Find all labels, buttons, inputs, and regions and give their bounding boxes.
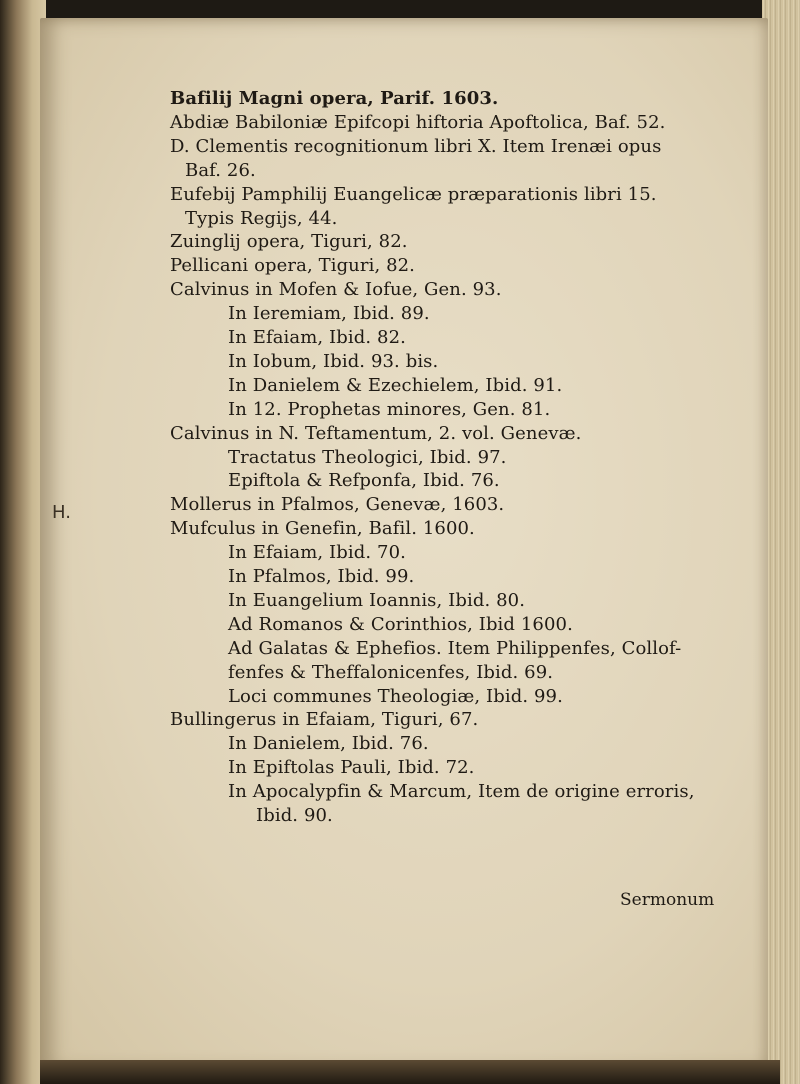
catalogue-entry: Loci communes Theologiæ, Ibid. 99. — [228, 686, 563, 707]
catalogue-entry: In Epiftolas Pauli, Ibid. 72. — [228, 757, 475, 778]
catalogue-entry: In Apocalypfin & Marcum, Item de origine erroris, — [228, 781, 695, 802]
catchword: Sermonum — [620, 890, 715, 910]
catalogue-entry: Tractatus Theologici, Ibid. 97. — [228, 447, 507, 468]
catalogue-entry: In Euangelium Ioannis, Ibid. 80. — [228, 590, 526, 611]
margin-note: H. — [52, 502, 71, 523]
catalogue-entry: In Efaiam, Ibid. 82. — [228, 327, 406, 348]
catalogue-entry: Ibid. 90. — [256, 805, 333, 826]
catalogue-entry: Epiftola & Refponfa, Ibid. 76. — [228, 470, 500, 491]
catalogue-entry: Ad Romanos & Corinthios, Ibid 1600. — [228, 614, 573, 635]
catalogue-entry: In Danielem & Ezechielem, Ibid. 91. — [228, 375, 563, 396]
catalogue-entry: Calvinus in Mofen & Iofue, Gen. 93. — [170, 279, 502, 300]
catalogue-entry: Eufebij Pamphilij Euangelicæ præparationis libri 15. — [170, 184, 657, 205]
catalogue-entry: Typis Regijs, 44. — [185, 208, 338, 229]
catalogue-entry: fenfes & Theffalonicenfes, Ibid. 69. — [228, 662, 554, 683]
catalogue-entry: In Ieremiam, Ibid. 89. — [228, 303, 430, 324]
catalogue-entry: In Pfalmos, Ibid. 99. — [228, 566, 415, 587]
catalogue-entry: Pellicani opera, Tiguri, 82. — [170, 255, 416, 276]
catalogue-entry: In Iobum, Ibid. 93. bis. — [228, 351, 439, 372]
catalogue-entry: Calvinus in N. Teftamentum, 2. vol. Genevæ. — [170, 423, 582, 444]
catalogue-entry: Bullingerus in Efaiam, Tiguri, 67. — [170, 709, 479, 730]
catalogue-entry: In Efaiam, Ibid. 70. — [228, 542, 406, 563]
catalogue-entry: In 12. Prophetas minores, Gen. 81. — [228, 399, 551, 420]
catalogue-entry: Ad Galatas & Ephefios. Item Philippenfes, Collof- — [228, 638, 682, 659]
catalogue-entry: In Danielem, Ibid. 76. — [228, 733, 429, 754]
catalogue-entry: Mollerus in Pfalmos, Genevæ, 1603. — [170, 494, 505, 515]
catalogue-entry: Zuinglij opera, Tiguri, 82. — [170, 231, 408, 252]
catalogue-entry: D. Clementis recognitionum libri X. Item Irenæi opus — [170, 136, 662, 157]
catalogue-entry: Abdiæ Babiloniæ Epifcopi hiftoria Apoftolica, Baf. 52. — [170, 112, 666, 133]
catalogue-entry: Bafilij Magni opera, Parif. 1603. — [170, 88, 499, 109]
catalogue-entry: Mufculus in Genefin, Bafil. 1600. — [170, 518, 475, 539]
catalogue-entry: Baf. 26. — [185, 160, 256, 181]
